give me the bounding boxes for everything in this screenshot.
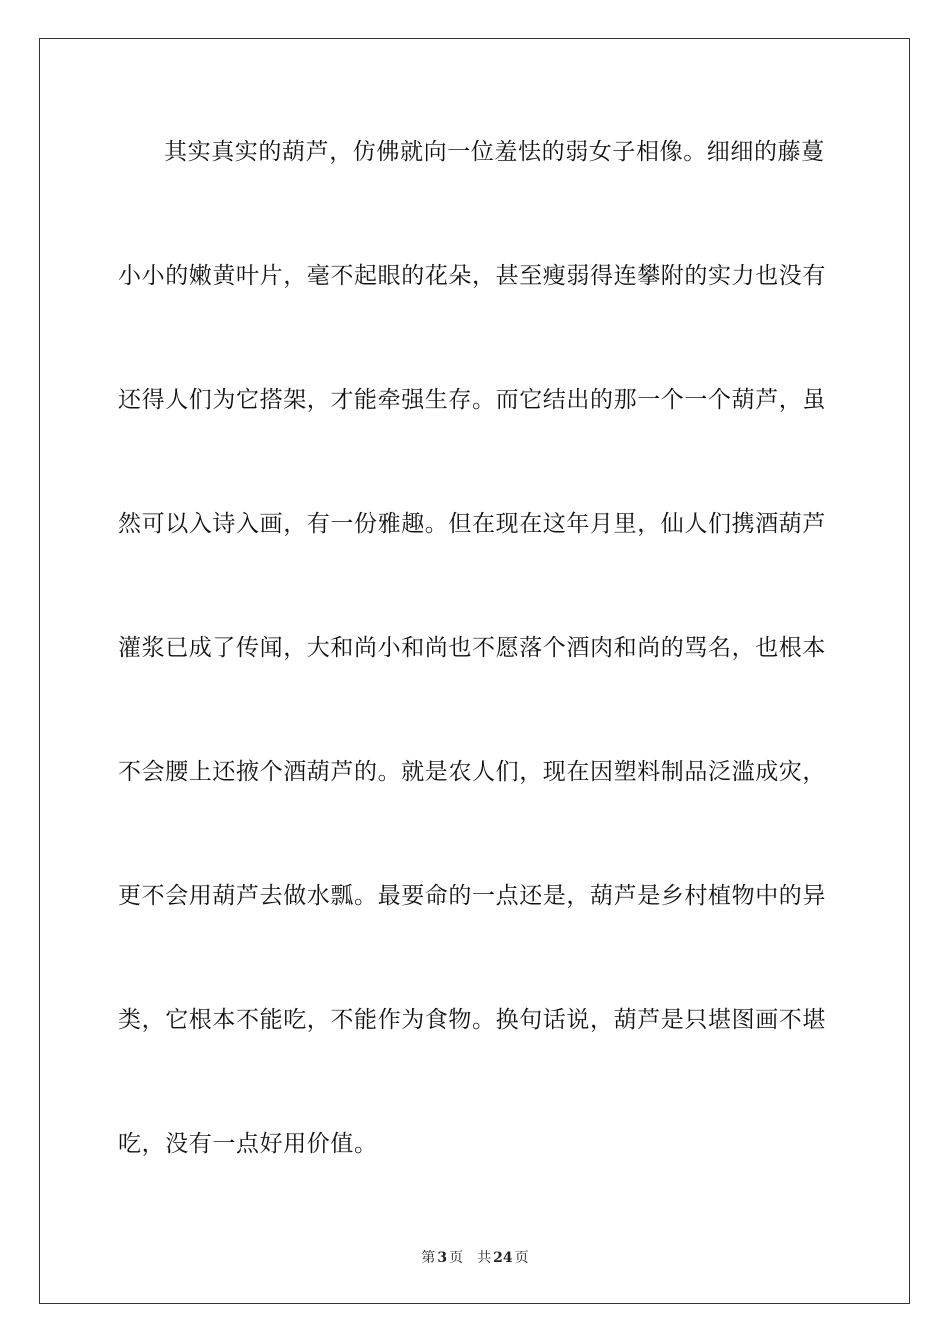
text-line: 然可以入诗入画，有一份雅趣。但在现在这年月里，仙人们携酒葫芦 xyxy=(118,511,826,537)
page-suffix: 页 xyxy=(449,1250,464,1266)
total-suffix: 页 xyxy=(514,1250,529,1266)
text-line: 吃，没有一点好用价值。 xyxy=(118,1131,378,1157)
text-line: 其实真实的葫芦，仿佛就向一位羞怯的弱女子相像。细细的藤蔓 xyxy=(164,139,825,165)
page-footer xyxy=(0,1247,950,1267)
text-line: 类，它根本不能吃，不能作为食物。换句话说，葫芦是只堪图画不堪 xyxy=(118,1007,826,1033)
text-line: 更不会用葫芦去做水瓢。最要命的一点还是，葫芦是乡村植物中的异 xyxy=(118,883,826,909)
page-prefix: 第 xyxy=(421,1250,436,1266)
total-prefix: 共 xyxy=(477,1250,492,1266)
text-line: 还得人们为它搭架，才能牵强生存。而它结出的那一个一个葫芦，虽 xyxy=(118,387,826,413)
total-pages-number: 24 xyxy=(493,1250,513,1266)
text-line: 小小的嫩黄叶片，毫不起眼的花朵，甚至瘦弱得连攀附的实力也没有 xyxy=(118,263,826,289)
text-line: 不会腰上还掖个酒葫芦的。就是农人们，现在因塑料制品泛滥成灾， xyxy=(118,759,826,785)
page-border xyxy=(39,38,910,1304)
text-line: 灌浆已成了传闻，大和尚小和尚也不愿落个酒肉和尚的骂名，也根本 xyxy=(118,635,826,661)
current-page-number: 3 xyxy=(437,1250,448,1266)
